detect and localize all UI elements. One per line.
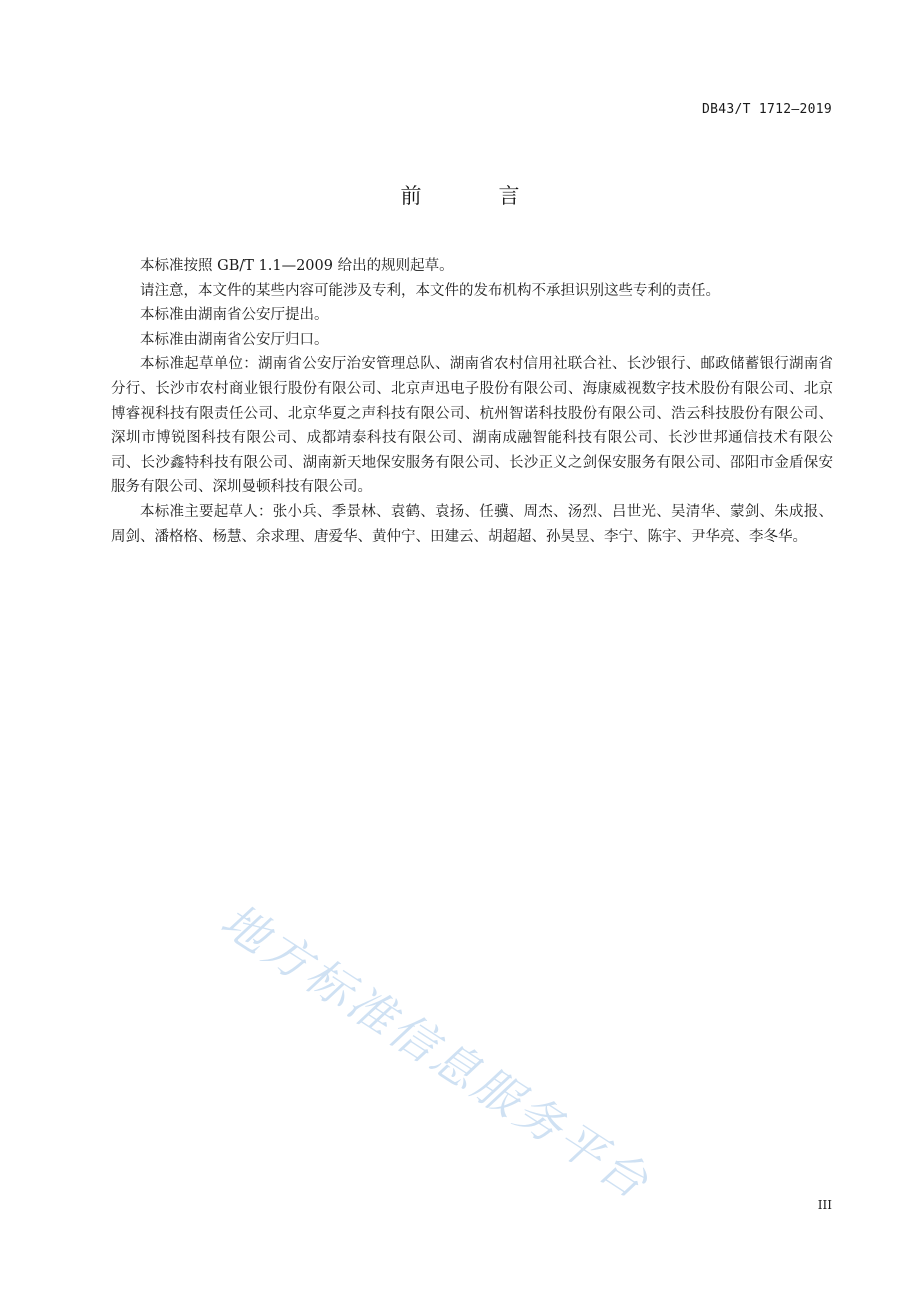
paragraph-under-jurisdiction: 本标准由湖南省公安厅归口。 [140,331,329,348]
paragraph-main-drafters: 本标准主要起草人：张小兵、季景林、袁鹤、袁扬、任骥、周杰、汤烈、吕世光、吴清华、蒙剑、朱成报、周剑、潘格格、杨慧、余求理、唐爱华、黄仲宁、田建云、胡超超、孙昊昱、李宁、陈宇、尹华亮、李冬华。 [111,503,833,545]
foreword-body [111,254,833,549]
paragraph-drafting-rules: 本标准按照 GB/T 1.1—2009 给出的规则起草。 [140,258,454,274]
watermark: 地方标准信息服务平台 [211,892,661,1211]
page-number: III [817,1198,832,1212]
page-title: 前 言 [400,184,548,208]
paragraph-drafting-organizations: 本标准起草单位：湖南省公安厅治安管理总队、湖南省农村信用社联合社、长沙银行、邮政储蓄银行湖南省分行、长沙市农村商业银行股份有限公司、北京声迅电子股份有限公司、海康威视数字技术股份有限公司、北京博睿视科技有限责任公司、北京华夏之声科技有限公司、杭州智诺科技股份有限公司、浩云科技股份有限公司、深圳市博锐图科技有限公司、成都靖泰科技有限公司、湖南成融智能科技有限公司、长沙世邦通信技术有限公司、长沙鑫特科技有限公司、湖南新天地保安服务有限公司、长沙正义之剑保安服务有限公司、邵阳市金盾保安服务有限公司、深圳曼顿科技有限公司。 [111,356,833,496]
paragraph-proposed-by: 本标准由湖南省公安厅提出。 [140,307,329,324]
standard-code: DB43/T 1712—2019 [701,102,832,117]
paragraph-patent-notice: 请注意，本文件的某些内容可能涉及专利，本文件的发布机构不承担识别这些专利的责任。 [140,282,720,299]
